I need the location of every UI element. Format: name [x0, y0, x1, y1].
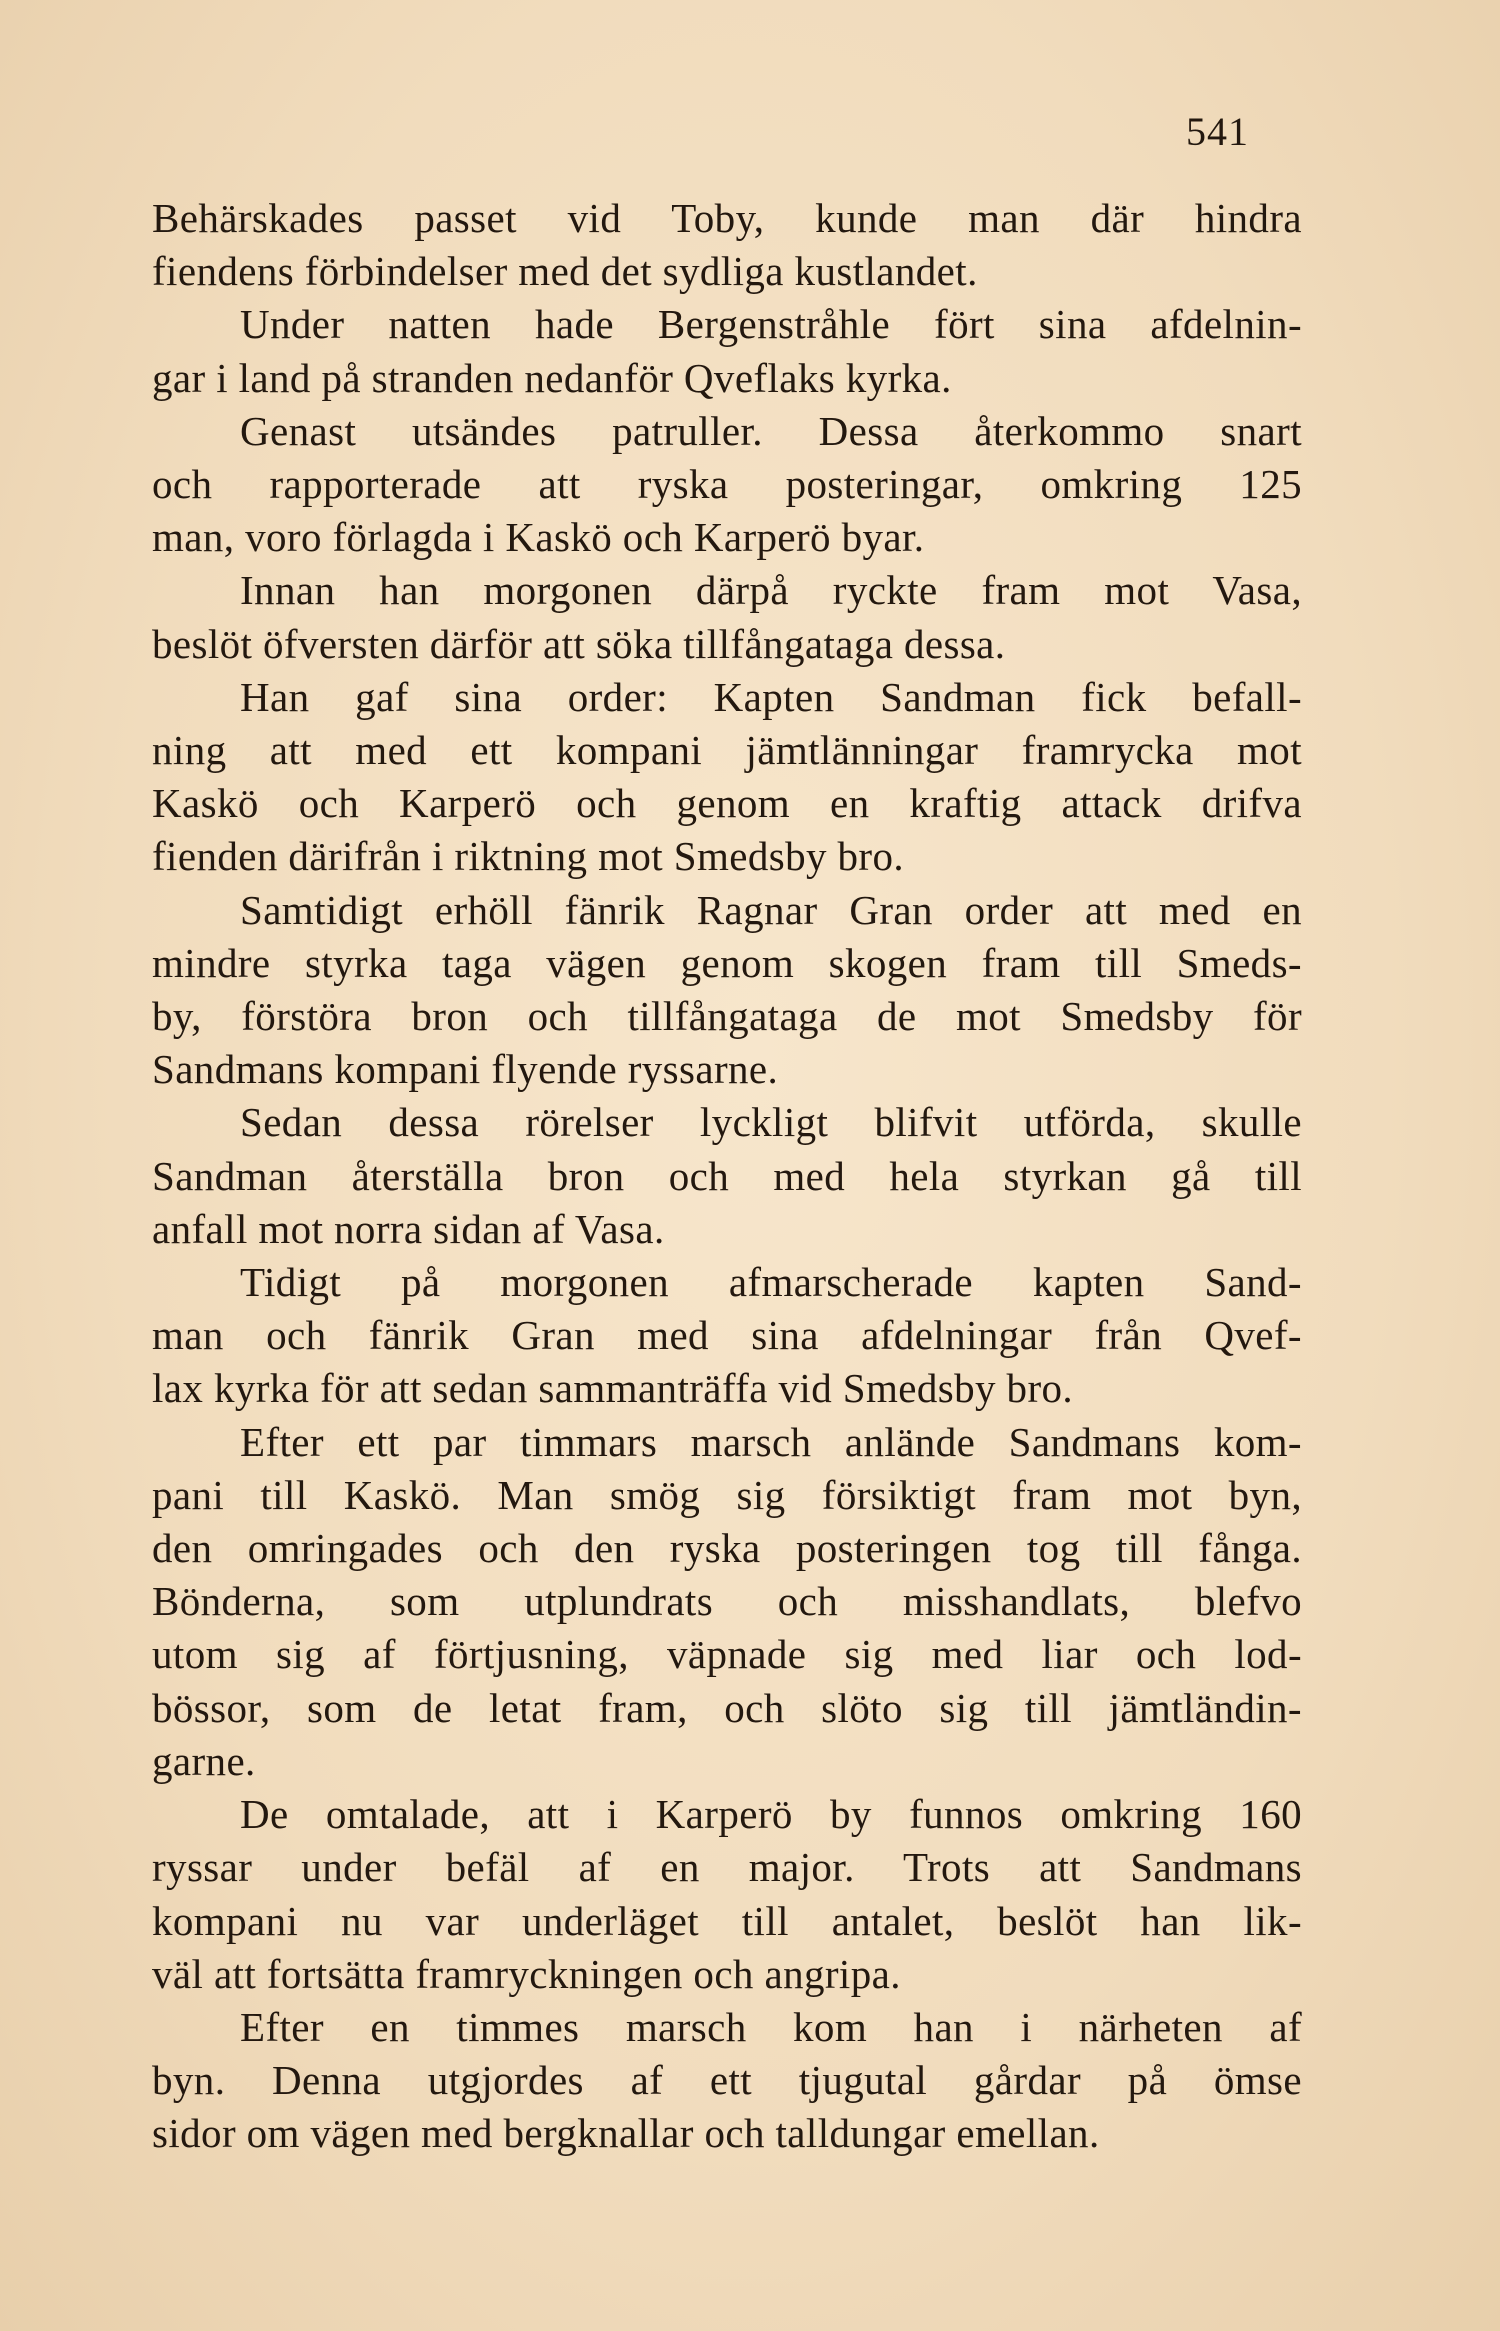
text-line: De omtalade, att i Karperö by funnos omkring 160 [240, 1791, 1302, 1838]
paragraph [152, 2001, 1302, 2161]
paragraph [152, 1416, 1302, 1788]
text-line: Behärskades passet vid Toby, kunde man där hindra [152, 195, 1302, 241]
text-line: Innan han morgonen därpå ryckte fram mot Vasa, [240, 567, 1302, 614]
text-line: fiendens förbindelser med det sydliga kustlandet. [152, 248, 978, 295]
body-text [152, 192, 1302, 2161]
text-line: Sandman återställa bron och med hela styrkan gå till [152, 1152, 1302, 1199]
paragraph [152, 298, 1302, 404]
text-line: anfall mot norra sidan af Vasa. [152, 1205, 665, 1252]
paragraph [152, 1096, 1302, 1256]
text-line: ning att med ett kompani jämtlänningar framrycka mot [152, 727, 1302, 774]
text-line: utom sig af förtjusning, väpnade sig med liar och lod- [152, 1631, 1302, 1678]
text-line: man, voro förlagda i Kaskö och Karperö byar. [152, 514, 925, 561]
text-line: väl att fortsätta framryckningen och angripa. [152, 1950, 901, 1997]
text-line: Efter ett par timmars marsch anlände Sandmans kom- [240, 1418, 1302, 1465]
text-line: Genast utsändes patruller. Dessa återkommo snart [240, 407, 1302, 454]
text-line: mindre styrka taga vägen genom skogen fram till Smeds- [152, 939, 1302, 986]
paragraph [152, 884, 1302, 1097]
text-line: beslöt öfversten därför att söka tillfångataga dessa. [152, 620, 1006, 667]
paragraph [152, 1788, 1302, 2001]
text-line: garne. [152, 1737, 256, 1784]
text-line: Tidigt på morgonen afmarscherade kapten Sand- [240, 1259, 1302, 1306]
text-line: ryssar under befäl af en major. Trots att Sandmans [152, 1844, 1302, 1891]
text-line: man och fänrik Gran med sina afdelningar från Qvef- [152, 1312, 1302, 1359]
text-line: byn. Denna utgjordes af ett tjugutal gårdar på ömse [152, 2057, 1302, 2104]
page-number: 541 [1186, 109, 1249, 154]
text-line: gar i land på stranden nedanför Qveflaks kyrka. [152, 354, 952, 401]
paragraph [152, 405, 1302, 565]
text-line: fienden därifrån i riktning mot Smedsby bro. [152, 833, 905, 880]
text-line: Han gaf sina order: Kapten Sandman fick befall- [240, 673, 1302, 720]
text-line: den omringades och den ryska posteringen tog till fånga. [152, 1525, 1302, 1572]
text-line: Under natten hade Bergenstråhle fört sina afdelnin- [240, 301, 1302, 348]
text-line: Bönderna, som utplundrats och misshandlats, blefvo [152, 1578, 1302, 1625]
text-line: kompani nu var underläget till antalet, beslöt han lik- [152, 1897, 1302, 1944]
text-line: sidor om vägen med bergknallar och talldungar emellan. [152, 2110, 1100, 2157]
paragraph [152, 671, 1302, 884]
text-line: Samtidigt erhöll fänrik Ragnar Gran order att med en [240, 886, 1302, 933]
text-line: pani till Kaskö. Man smög sig försiktigt fram mot byn, [152, 1471, 1302, 1518]
text-line: och rapporterade att ryska posteringar, omkring 125 [152, 461, 1302, 508]
text-line: Sedan dessa rörelser lyckligt blifvit utförda, skulle [240, 1099, 1302, 1146]
text-line: by, förstöra bron och tillfångataga de mot Smedsby för [152, 993, 1302, 1040]
text-line: Efter en timmes marsch kom han i närheten af [240, 2003, 1302, 2050]
paragraph [152, 1256, 1302, 1416]
paragraph [152, 564, 1302, 670]
text-line: Sandmans kompani flyende ryssarne. [152, 1046, 779, 1093]
text-line: lax kyrka för att sedan sammanträffa vid Smedsby bro. [152, 1365, 1074, 1412]
text-line: bössor, som de letat fram, och slöto sig till jämtländin- [152, 1684, 1302, 1731]
paragraph [152, 192, 1302, 298]
text-line: Kaskö och Karperö och genom en kraftig attack drifva [152, 780, 1302, 827]
